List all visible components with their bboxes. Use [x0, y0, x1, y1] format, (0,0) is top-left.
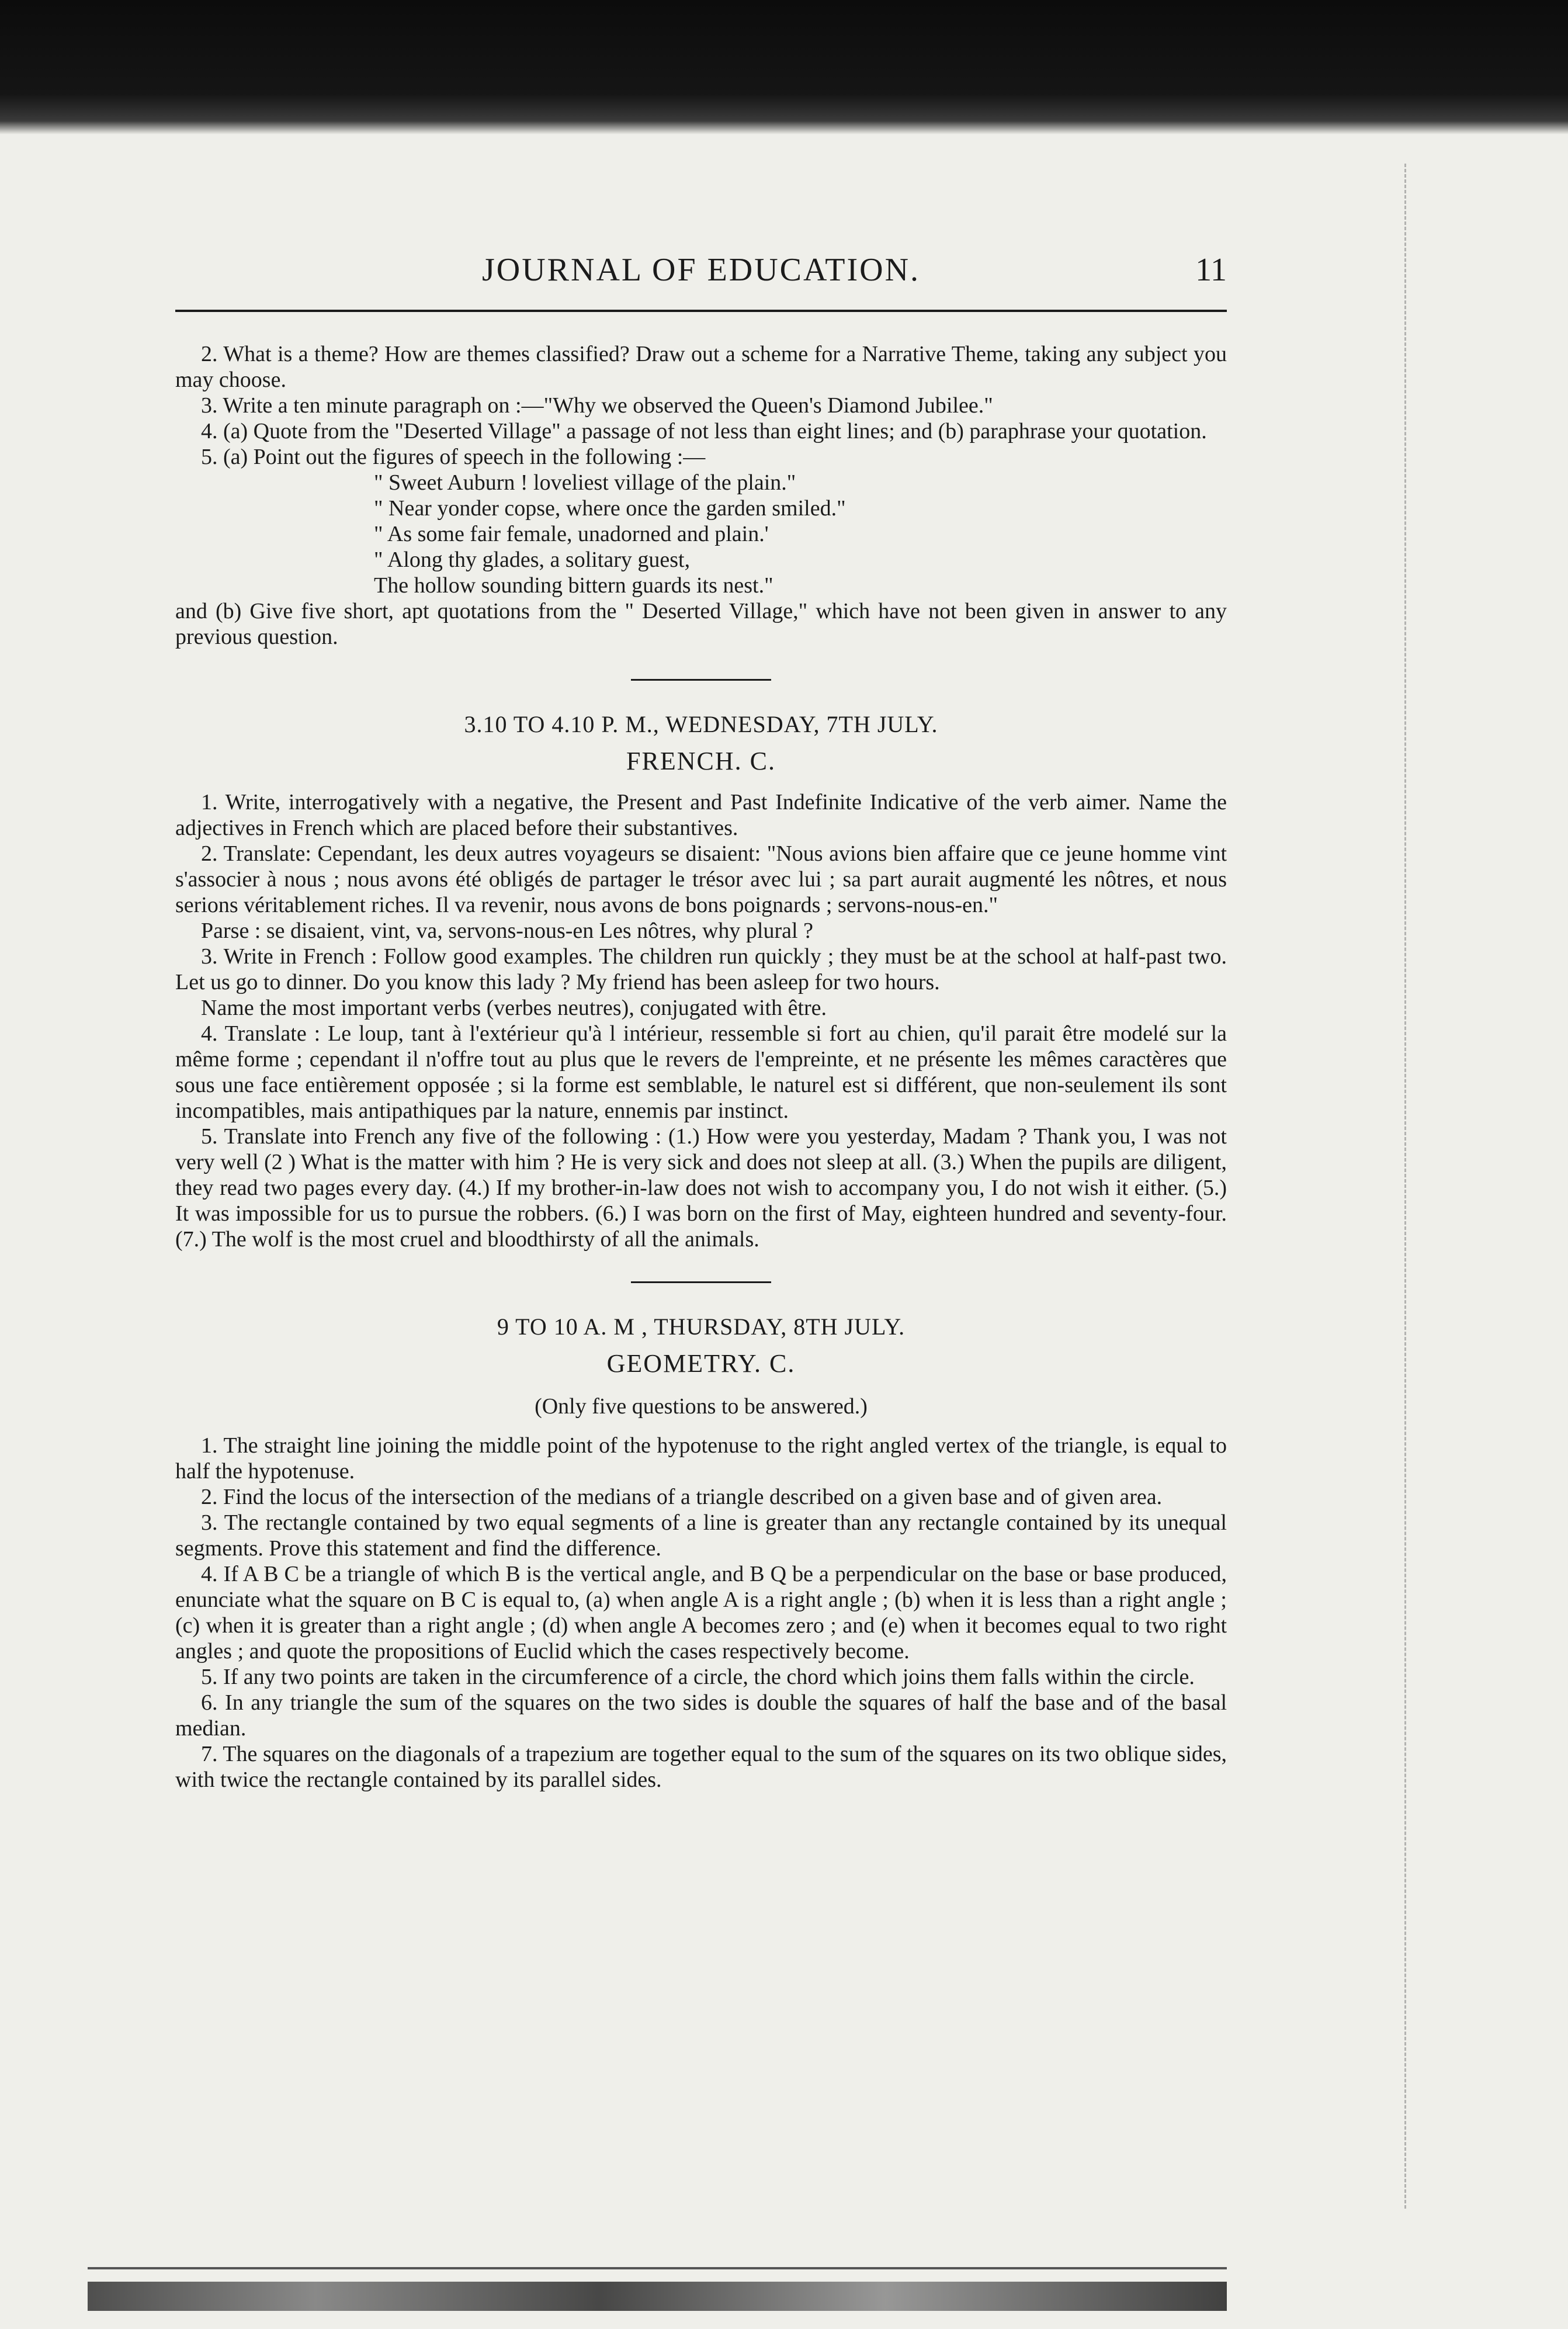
section-divider: [631, 679, 771, 681]
english-questions: [175, 341, 1227, 470]
question-paragraph: 3. Write a ten minute paragraph on :—"Why we observed the Queen's Diamond Jubilee.": [201, 393, 993, 418]
question-paragraph: 2. Translate: Cependant, les deux autres voyageurs se disaient: "Nous avions bien affaire que ce jeune homme vint s'associer à nous ; nous avons été obligés de partager le trésor avec lui ; sa part aurait augmenté les nôtres, et nous serions véritablement riches. Il va revenir, nous avons de bons poignards ; servons-nous-en.": [175, 841, 1227, 917]
scan-border-top: [0, 0, 1568, 134]
question-paragraph: 2. What is a theme? How are themes classified? Draw out a scheme for a Narrative Theme, taking any subject you may choose.: [175, 342, 1227, 392]
question-paragraph: Parse : se disaient, vint, va, servons-nous-en Les nôtres, why plural ?: [201, 919, 813, 943]
section-time-french: 3.10 TO 4.10 P. M., WEDNESDAY, 7TH JULY.: [464, 711, 938, 737]
question-paragraph: 3. Write in French : Follow good examples. The children run quickly ; they must be at the school at half-past two. Let us go to dinner. Do you know this lady ? My friend has been asleep for two hours.: [175, 944, 1227, 994]
question-paragraph: 2. Find the locus of the intersection of the medians of a triangle described on a given base and of given area.: [201, 1485, 1163, 1509]
question-paragraph: 5. Translate into French any five of the following : (1.) How were you yesterday, Madam ? Thank you, I was not very well (2 ) What is the matter with him ? He is very sick and does not sleep at all. (3.) When the pupils are diligent, they read two pages every day. (4.) If my brother-in-law does not wish to accompany you, I do not wish it either. (5.) It was impossible for us to pursue the robbers. (6.) I was born on the first of May, eighteen hundred and seventy-four. (7.) The wolf is the most cruel and bloodthirsty of all the animals.: [175, 1124, 1227, 1252]
question-paragraph: and (b) Give five short, apt quotations from the " Deserted Village," which have not been given in answer to any previous question.: [175, 599, 1227, 649]
french-questions: [175, 789, 1227, 1252]
question-paragraph: 6. In any triangle the sum of the squares on the two sides is double the squares of half the base and of the basal median.: [175, 1690, 1227, 1741]
verse-line: " As some fair female, unadorned and plain.': [374, 522, 769, 546]
header-rule: [175, 310, 1227, 312]
question-paragraph: 1. Write, interrogatively with a negative, the Present and Past Indefinite Indicative of the verb aimer. Name the adjectives in French which are placed before their substantives.: [175, 790, 1227, 840]
question-paragraph: 7. The squares on the diagonals of a trapezium are together equal to the sum of the squares on its two oblique sides, with twice the rectangle contained by its parallel sides.: [175, 1742, 1227, 1792]
question-paragraph: 5. (a) Point out the figures of speech in the following :—: [201, 445, 706, 469]
section-time-geometry: 9 TO 10 A. M , THURSDAY, 8TH JULY.: [497, 1313, 906, 1340]
verse-line: " Along thy glades, a solitary guest,: [374, 547, 691, 572]
running-title: JOURNAL OF EDUCATION.: [481, 252, 921, 288]
scan-border-bottom: [88, 2282, 1227, 2311]
section-title-geometry: GEOMETRY. C.: [606, 1349, 796, 1378]
geometry-questions: [175, 1433, 1227, 1793]
section-divider: [631, 1281, 771, 1283]
verse-quotation: [175, 470, 1227, 598]
verse-line: " Near yonder copse, where once the garden smiled.": [374, 496, 846, 521]
verse-line: The hollow sounding bittern guards its nest.": [374, 573, 773, 598]
question-paragraph: 4. (a) Quote from the "Deserted Village" a passage of not less than eight lines; and (b) paraphrase your quotation.: [201, 419, 1207, 443]
scan-rule-bottom: [88, 2267, 1227, 2269]
page-header: [175, 245, 1227, 304]
section-title-french: FRENCH. C.: [626, 747, 776, 775]
scan-edge-right: [1404, 164, 1408, 2209]
question-paragraph: 4. Translate : Le loup, tant à l'extérieur qu'à l intérieur, ressemble si fort au chien, qu'il parait être modelé sur la même forme ; cependant il n'offre tout au plus que le revers de l'empreinte, et ne présente les mêmes caractères que sous une face entièrement opposée ; si la forme est semblable, le naturel est si différent, que non-seulement ils sont incompatibles, mais antipathiques par la nature, ennemis par instinct.: [175, 1021, 1227, 1123]
question-paragraph: 1. The straight line joining the middle point of the hypotenuse to the right angled vertex of the triangle, is equal to half the hypotenuse.: [175, 1433, 1227, 1484]
question-paragraph: Name the most important verbs (verbes neutres), conjugated with être.: [201, 996, 827, 1020]
question-paragraph: 4. If A B C be a triangle of which B is the vertical angle, and B Q be a perpendicular on the base or base produced, enunciate what the square on B C is equal to, (a) when angle A is a right angle ; (b) when it is less than a right angle ; (c) when it is greater than a right angle ; (d) when angle A becomes zero ; and (e) when it becomes equal to two right angles ; and quote the propositions of Euclid which the cases respectively become.: [175, 1562, 1227, 1663]
page-number: 11: [1195, 252, 1227, 288]
question-paragraph: 5. If any two points are taken in the circumference of a circle, the chord which joins them falls within the circle.: [201, 1665, 1195, 1689]
english-closing: [175, 598, 1227, 650]
journal-page: [175, 245, 1227, 1793]
instruction-note: (Only five questions to be answered.): [535, 1394, 868, 1419]
question-paragraph: 3. The rectangle contained by two equal segments of a line is greater than any rectangle contained by its unequal segments. Prove this statement and find the difference.: [175, 1510, 1227, 1561]
verse-line: " Sweet Auburn ! loveliest village of the plain.": [374, 470, 796, 495]
